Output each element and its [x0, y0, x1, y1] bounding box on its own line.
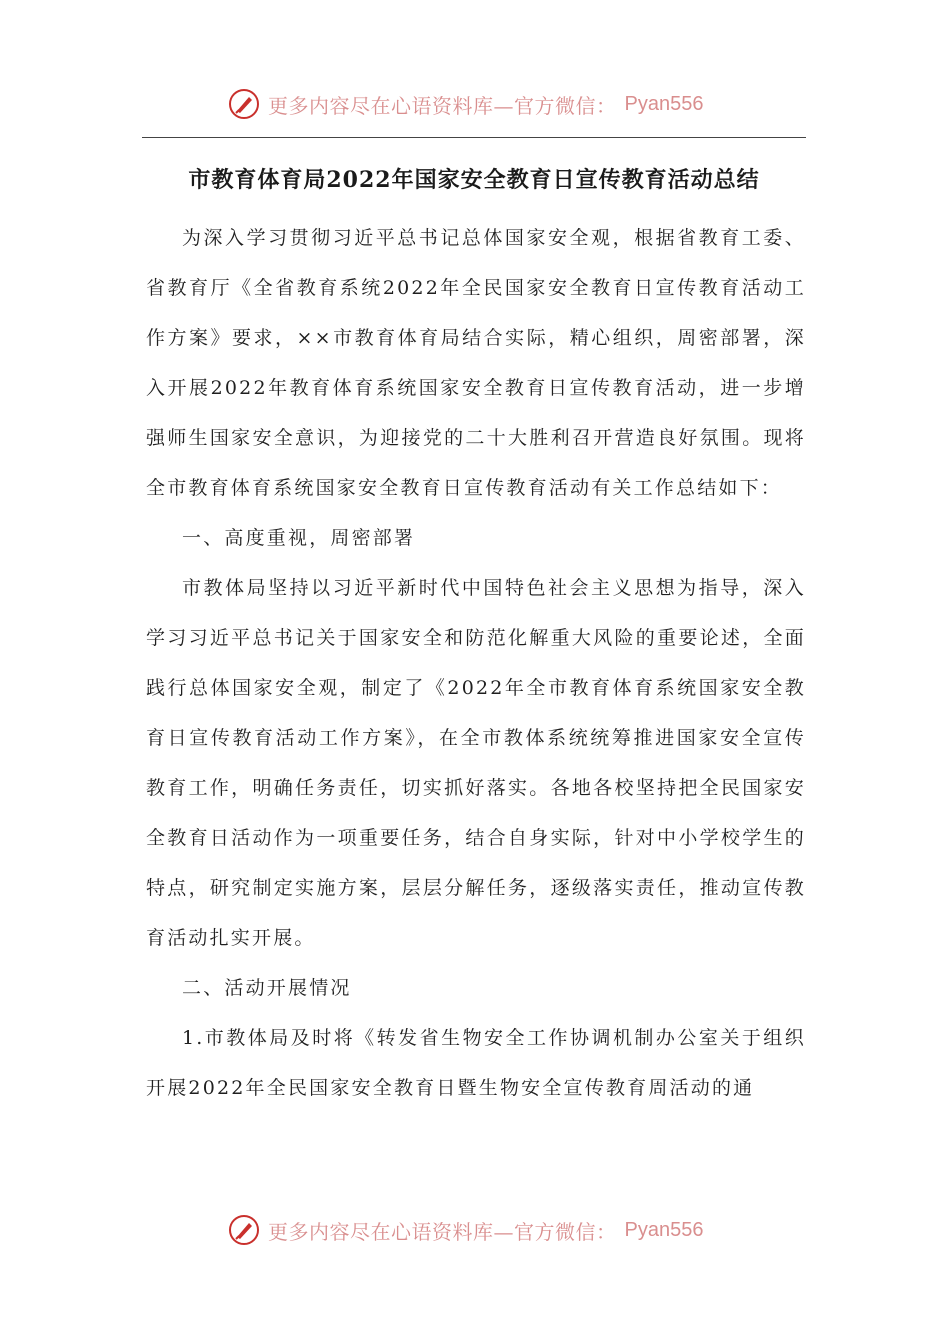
- header-divider: [142, 137, 806, 138]
- paragraph-section-1: 市教体局坚持以习近平新时代中国特色社会主义思想为指导，深入学习习近平总书记关于国家安全和防范化解重大风险的重要论述，全面践行总体国家安全观，制定了《2022年全市教育体育系统国家安全教育日宣传教育活动工作方案》，在全市教体系统统筹推进国家安全宣传教育工作，明确任务责任，切实抓好落实。各地各校坚持把全民国家安全教育日活动作为一项重要任务，结合自身实际，针对中小学校学生的特点，研究制定实施方案，层层分解任务，逐级落实责任，推动宣传教育活动扎实开展。: [146, 577, 806, 949]
- paragraph-item-1: 1.市教体局及时将《转发省生物安全工作协调机制办公室关于组织开展2022年全民国家安全教育日暨生物安全宣传教育周活动的通: [146, 1027, 806, 1099]
- section-heading-2: 二、活动开展情况: [182, 977, 352, 999]
- watermark-footer: [228, 1212, 703, 1248]
- section-heading-1: 一、高度重视，周密部署: [182, 527, 416, 549]
- document-body: [146, 213, 806, 1113]
- watermark-wechat-id: Pyan556: [624, 92, 704, 115]
- watermark-wechat-id: Pyan556: [624, 1218, 704, 1241]
- watermark-text: 更多内容尽在心语资料库—官方微信：: [268, 1219, 617, 1244]
- document-title: 市教育体育局2022年国家安全教育日宣传教育活动总结: [188, 167, 760, 193]
- watermark-text: 更多内容尽在心语资料库—官方微信：: [268, 93, 617, 118]
- paragraph-intro: 为深入学习贯彻习近平总书记总体国家安全观，根据省教育工委、省教育厅《全省教育系统2022年全民国家安全教育日宣传教育活动工作方案》要求，××市教育体育局结合实际，精心组织，周密部署，深入开展2022年教育体育系统国家安全教育日宣传教育活动，进一步增强师生国家安全意识，为迎接党的二十大胜利召开营造良好氛围。现将全市教育体育系统国家安全教育日宣传教育活动有关工作总结如下：: [146, 227, 806, 499]
- quill-logo-icon: [228, 1214, 260, 1246]
- quill-logo-icon: [228, 88, 260, 120]
- watermark-header: [228, 86, 703, 122]
